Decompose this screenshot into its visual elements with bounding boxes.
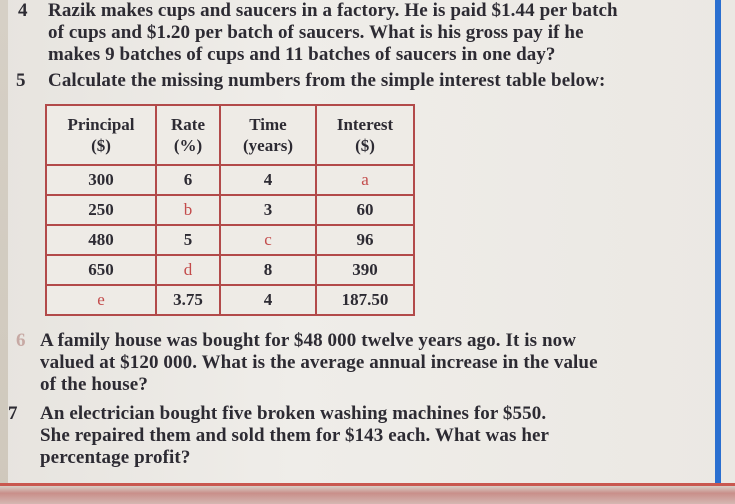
missing-value-c: c <box>220 225 316 255</box>
header-principal-label: Principal <box>67 115 135 134</box>
missing-value-a: a <box>316 165 414 195</box>
question-7-number: 7 <box>8 403 18 424</box>
simple-interest-table <box>45 104 415 316</box>
table-row <box>46 195 414 225</box>
question-5 <box>48 70 688 92</box>
question-6 <box>40 330 700 396</box>
question-6-line-3: of the house? <box>40 374 148 395</box>
table-header-row <box>46 105 414 165</box>
header-rate-label: Rate <box>171 115 205 134</box>
table-row <box>46 165 414 195</box>
question-6-line-1: A family house was bought for $48 000 twelve years ago. It is now <box>40 330 577 351</box>
table-cell: 250 <box>46 195 156 225</box>
question-4-line-3: makes 9 batches of cups and 11 batches of saucers in one day? <box>48 44 556 65</box>
header-interest <box>316 105 414 165</box>
table-cell: 390 <box>316 255 414 285</box>
question-5-line-1: Calculate the missing numbers from the simple interest table below: <box>48 70 606 91</box>
header-interest-label: Interest <box>336 115 394 134</box>
header-rate <box>156 105 220 165</box>
header-time <box>220 105 316 165</box>
table-cell: 4 <box>220 165 316 195</box>
table-cell: 480 <box>46 225 156 255</box>
header-rate-unit: (%) <box>173 136 203 155</box>
table-cell: 60 <box>316 195 414 225</box>
header-time-unit: (years) <box>242 136 294 155</box>
question-7-line-1: An electrician bought five broken washing machines for $550. <box>40 403 547 424</box>
header-principal <box>46 105 156 165</box>
question-5-number: 5 <box>16 70 26 91</box>
question-6-line-2: valued at $120 000. What is the average annual increase in the value <box>40 352 598 373</box>
question-4-line-2: of cups and $1.20 per batch of saucers. What is his gross pay if he <box>48 22 584 43</box>
table-cell: 6 <box>156 165 220 195</box>
question-4-number: 4 <box>18 0 28 21</box>
header-principal-unit: ($) <box>91 136 111 155</box>
table-cell: 96 <box>316 225 414 255</box>
question-7 <box>40 403 700 469</box>
page-gutter <box>0 0 8 504</box>
table-cell: 5 <box>156 225 220 255</box>
table-row <box>46 255 414 285</box>
question-4 <box>48 0 688 66</box>
question-7-line-3: percentage profit? <box>40 447 191 468</box>
table-cell: 187.50 <box>316 285 414 315</box>
missing-value-b: b <box>156 195 220 225</box>
missing-value-d: d <box>156 255 220 285</box>
page-bottom-edge <box>0 486 735 504</box>
question-6-number: 6 <box>16 330 26 351</box>
table-cell: 3 <box>220 195 316 225</box>
table-cell: 8 <box>220 255 316 285</box>
blue-margin-bar <box>715 0 721 488</box>
missing-value-e: e <box>46 285 156 315</box>
question-7-line-2: She repaired them and sold them for $143 each. What was her <box>40 425 550 446</box>
table-cell: 4 <box>220 285 316 315</box>
table-row <box>46 285 414 315</box>
header-interest-unit: ($) <box>355 136 375 155</box>
question-4-line-1: Razik makes cups and saucers in a factory. He is paid $1.44 per batch <box>48 0 618 21</box>
table-cell: 300 <box>46 165 156 195</box>
table-cell: 650 <box>46 255 156 285</box>
table-row <box>46 225 414 255</box>
header-time-label: Time <box>249 115 287 134</box>
table-cell: 3.75 <box>156 285 220 315</box>
